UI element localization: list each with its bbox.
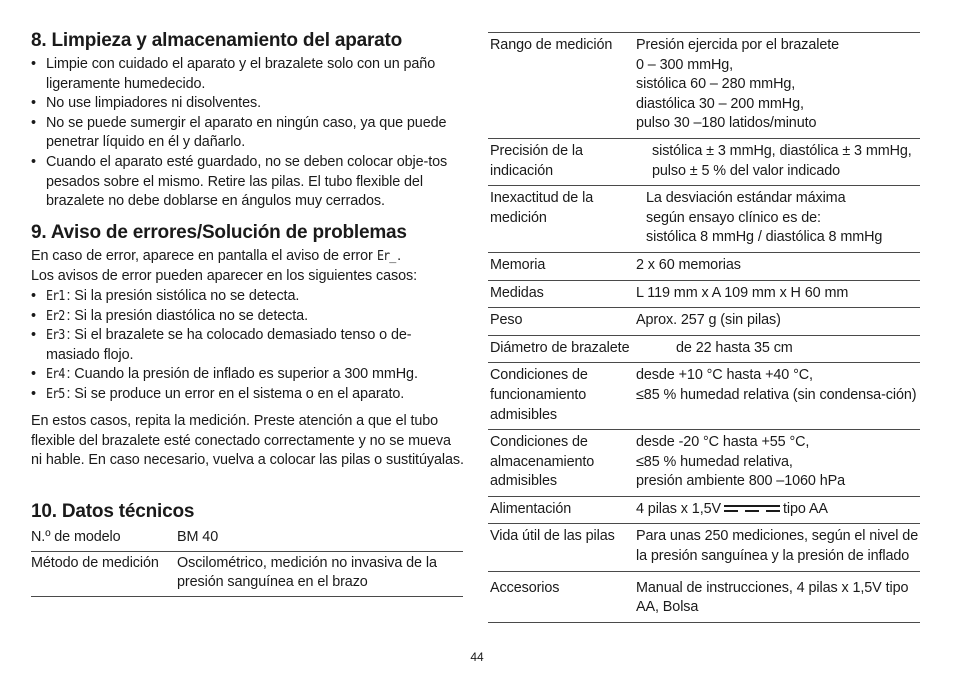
table-row xyxy=(488,497,920,524)
table-row xyxy=(488,33,920,138)
table-row xyxy=(488,524,920,570)
spec-value-text: tipo AA xyxy=(783,500,828,517)
spec-value-line: Presión ejercida por el brazalete xyxy=(636,37,840,53)
spec-value-line: sistólica 60 – 280 mmHg, xyxy=(636,76,796,93)
tech-data-table-left xyxy=(31,526,463,597)
spec-value-text: 4 pilas x 1,5V xyxy=(636,500,721,517)
list-item xyxy=(31,365,465,385)
spec-value-line: sistólica 8 mmHg / diastólica 8 mmHg xyxy=(646,229,883,246)
tech-data-table-right xyxy=(488,32,920,623)
section-9-closing: En estos casos, repita la medición. Preste atención a que el tubo flexible del brazalete esté conectado correctamente y no se mueva ni hable. En caso necesario, vuelva a colocar las pilas o sustitúyalas. xyxy=(31,413,464,469)
table-row xyxy=(31,526,463,551)
error-description: : Si la presión diastólica no se detecta. xyxy=(66,307,308,324)
list-item xyxy=(31,307,465,327)
list-item xyxy=(31,287,465,307)
table-row xyxy=(488,363,920,429)
page-number: 44 xyxy=(470,650,484,664)
section-8-list xyxy=(31,55,465,212)
spec-value: Oscilométrico, medición no invasiva de la presión sanguínea en el brazo xyxy=(177,554,437,591)
spec-value-line: según ensayo clínico es de: xyxy=(646,209,821,226)
error-code-display: Er5 xyxy=(46,386,65,402)
section-8-title: 8. Limpieza y almacenamiento del aparato xyxy=(31,30,403,51)
spec-label: Accesorios xyxy=(490,579,560,596)
error-description: : Cuando la presión de inflado es superior a 300 mmHg. xyxy=(66,366,418,383)
error-code-display: Er_ xyxy=(376,249,396,264)
spec-value: de 22 hasta 35 cm xyxy=(676,339,793,356)
spec-value-line: presión ambiente 800 –1060 hPa xyxy=(636,473,846,490)
spec-label: Diámetro de brazalete xyxy=(490,339,630,356)
section-9-title: 9. Aviso de errores/Solución de problemas xyxy=(31,222,407,243)
table-row xyxy=(488,186,920,252)
spec-value: 2 x 60 memorias xyxy=(636,256,741,273)
row-divider xyxy=(488,571,920,572)
error-code-display: Er1 xyxy=(46,289,65,304)
spec-label: Alimentación xyxy=(490,500,572,517)
error-code-display: Er3 xyxy=(46,328,65,344)
list-item xyxy=(31,385,465,405)
direct-current-icon xyxy=(724,504,780,514)
spec-value-line: pulso 30 –180 latidos/minuto xyxy=(636,115,817,132)
spec-value-line: desde -20 °C hasta +55 °C, xyxy=(636,434,810,451)
table-row xyxy=(488,576,920,622)
list-item: • No use limpiadores ni disolventes. xyxy=(31,94,465,114)
spec-label: Medidas xyxy=(490,284,544,301)
table-row xyxy=(488,281,920,308)
spec-value xyxy=(634,33,920,138)
spec-label: Condiciones de funcionamiento admisibles xyxy=(490,367,588,423)
row-divider xyxy=(488,622,920,623)
spec-value: BM 40 xyxy=(177,529,219,545)
spec-value: Aprox. 257 g (sin pilas) xyxy=(636,312,781,329)
error-code-display: Er4 xyxy=(46,367,65,383)
table-row xyxy=(488,253,920,280)
spec-label: Peso xyxy=(490,312,523,329)
list-item: • Limpie con cuidado el aparato y el brazalete solo con un paño ligeramente humedecido. xyxy=(31,55,465,94)
spec-value: Manual de instrucciones, 4 pilas x 1,5V tipo AA, Bolsa xyxy=(636,579,909,616)
spec-value-line: ≤85 % humedad relativa, xyxy=(636,453,793,470)
spec-value-line: ≤85 % humedad relativa (sin condensa-ción) xyxy=(636,386,917,403)
spec-label: N.º de modelo xyxy=(31,529,121,545)
spec-value-line: pulso ± 5 % del valor indicado xyxy=(652,162,841,179)
table-row xyxy=(488,139,920,185)
spec-label: Precisión de la indicación xyxy=(490,142,583,179)
list-item: • Cuando el aparato esté guardado, no se deben colocar obje-tos pesados sobre el mismo. Retire las pilas. El tubo flexible del brazalete no debe doblarse en ángulos muy cerrados. xyxy=(31,153,465,212)
error-intro-text: En caso de error, aparece en pantalla el aviso de error xyxy=(31,248,373,264)
list-item: • No se puede sumergir el aparato en ningún caso, ya que puede penetrar líquido en él y dañarlo. xyxy=(31,114,465,153)
spec-label: Condiciones de almacenamiento admisibles xyxy=(490,434,595,490)
spec-value xyxy=(644,186,920,252)
spec-value: L 119 mm x A 109 mm x H 60 mm xyxy=(636,284,849,301)
error-intro-text-2: Los avisos de error pueden aparecer en los siguientes casos: xyxy=(31,267,417,284)
spec-value xyxy=(634,497,920,524)
spec-value-line: sistólica ± 3 mmHg, diastólica ± 3 mmHg, xyxy=(652,142,912,159)
spec-value-line: diastólica 30 – 200 mmHg, xyxy=(636,95,804,112)
table-row xyxy=(488,308,920,335)
spec-value-line: desde +10 °C hasta +40 °C, xyxy=(636,367,813,384)
error-code-display: Er2 xyxy=(46,308,65,324)
spec-value xyxy=(650,139,920,185)
table-row xyxy=(488,430,920,496)
spec-value-line: 0 – 300 mmHg, xyxy=(636,56,734,73)
table-row xyxy=(31,552,463,596)
spec-value: Para unas 250 mediciones, según el nivel de la presión sanguínea y la presión de inflado xyxy=(636,528,919,565)
error-description: : Si el brazalete se ha colocado demasiado tenso o de-masiado flojo. xyxy=(46,327,412,363)
spec-label: Rango de medición xyxy=(490,37,613,53)
list-item xyxy=(31,326,465,365)
spec-label: Memoria xyxy=(490,256,546,273)
spec-value xyxy=(634,430,920,496)
section-9-intro xyxy=(31,247,465,286)
spec-value xyxy=(634,363,920,429)
spec-label: Inexactitud de la medición xyxy=(490,190,594,226)
error-code-list xyxy=(31,287,465,405)
error-intro-end: . xyxy=(397,248,401,264)
section-10-title: 10. Datos técnicos xyxy=(31,501,195,522)
spec-value-line: La desviación estándar máxima xyxy=(646,190,846,207)
spec-label: Vida útil de las pilas xyxy=(490,528,615,545)
error-description: : Si la presión sistólica no se detecta. xyxy=(66,288,300,304)
spec-label: Método de medición xyxy=(31,554,159,571)
error-description: : Si se produce un error en el sistema o en el aparato. xyxy=(66,385,405,402)
table-row xyxy=(488,336,920,363)
row-divider xyxy=(31,596,463,597)
